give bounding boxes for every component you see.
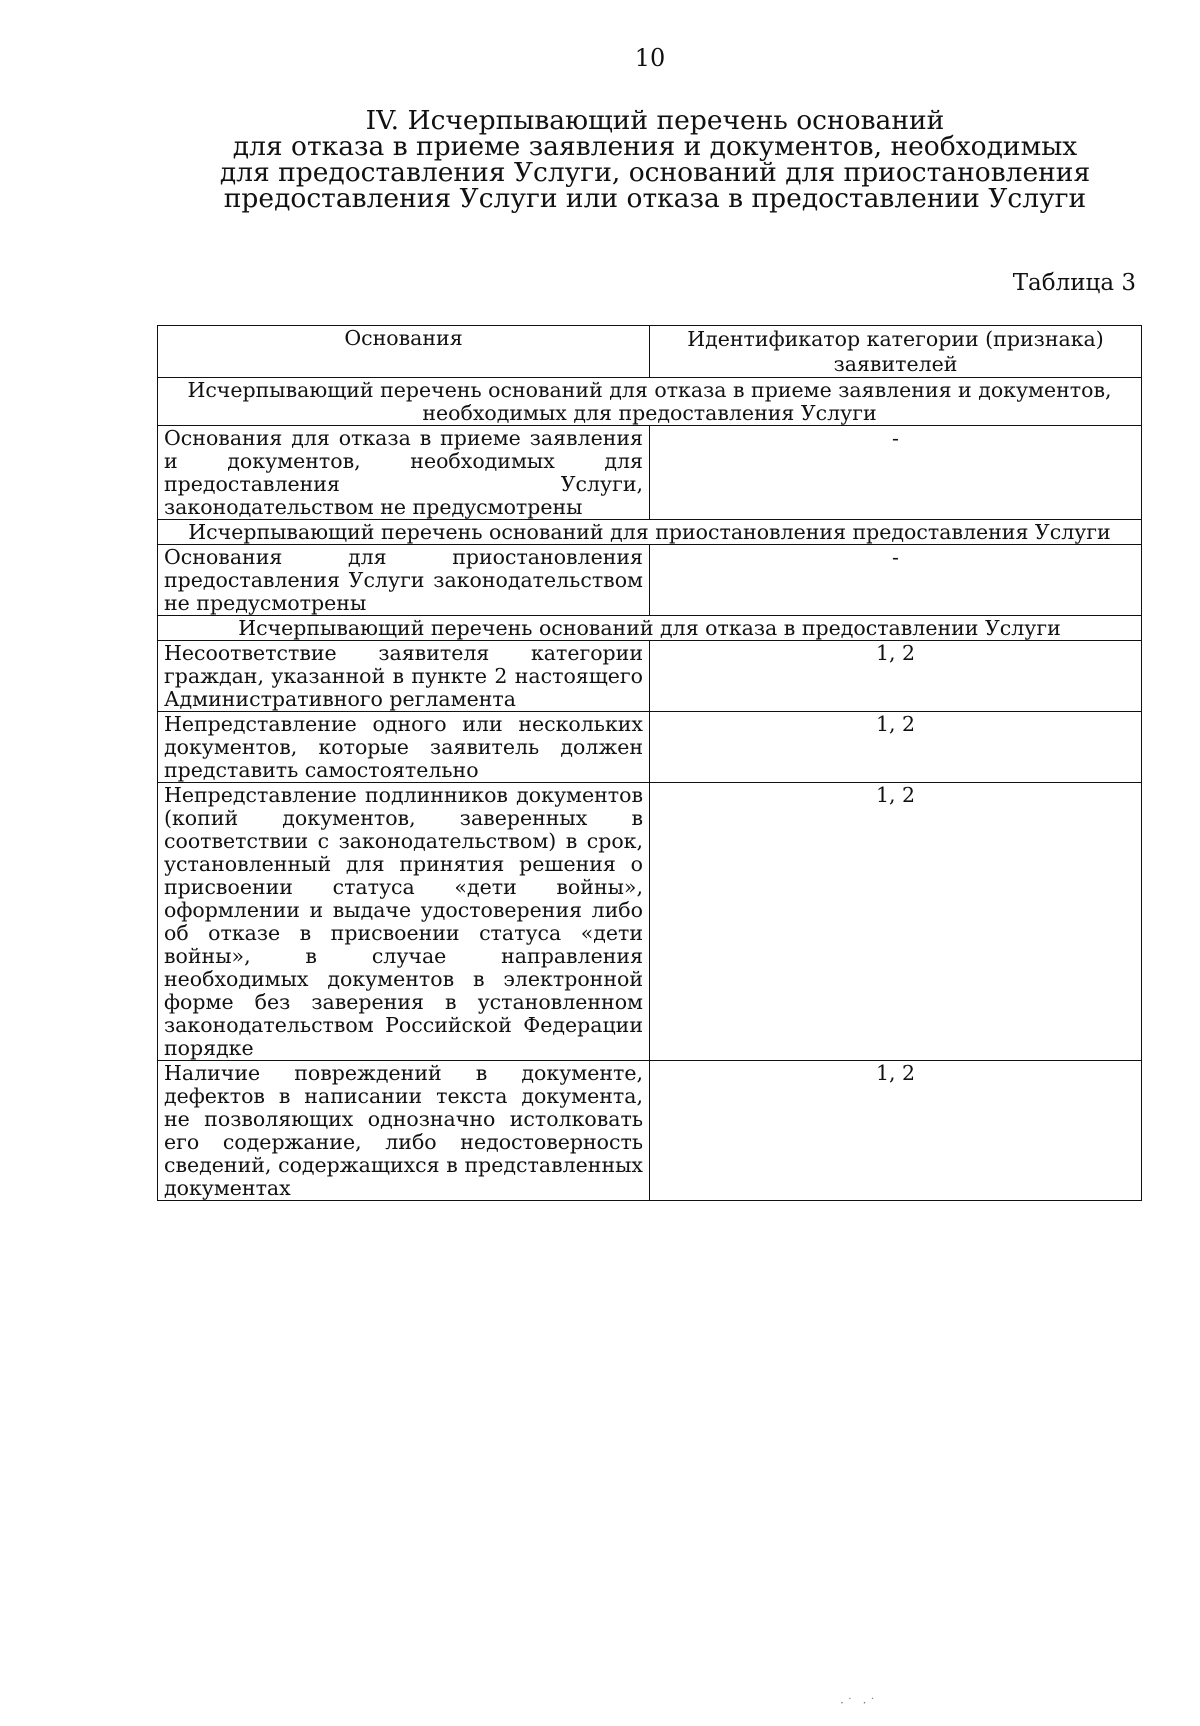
basis-cell: Основания для отказа в приеме заявления и документов, необходимых для предоставления Услуги, законодательством не предусмотрены — [158, 426, 650, 520]
section-row — [158, 520, 1142, 545]
section-title: Исчерпывающий перечень оснований для отказа в предоставлении Услуги — [158, 616, 1142, 641]
identifier-cell: - — [650, 545, 1142, 616]
grounds-table — [157, 325, 1142, 1201]
basis-cell: Непредставление подлинников документов (копий документов, заверенных в соответствии с законодательством) в срок, установленный для принятия решения о присвоении статуса «дети войны», оформлении и выдаче удостоверения либо об отказе в присвоении статуса «дети войны», в случае направления необходимых документов в электронной форме без заверения в установленном законодательством Российской Федерации порядке — [158, 783, 650, 1061]
heading-line: IV. Исчерпывающий перечень оснований — [365, 105, 945, 136]
identifier-cell: 1, 2 — [650, 1061, 1142, 1201]
heading-line: предоставления Услуги или отказа в предоставлении Услуги — [223, 183, 1087, 214]
identifier-cell: - — [650, 426, 1142, 520]
page-number: 10 — [634, 44, 666, 72]
basis-cell: Наличие повреждений в документе, дефектов в написании текста документа, не позволяющих однозначно истолковать его содержание, либо недостоверность сведений, содержащихся в представленных документах — [158, 1061, 650, 1201]
section-row — [158, 616, 1142, 641]
section-heading — [0, 105, 1200, 214]
basis-cell: Основания для приостановления предоставления Услуги законодательством не предусмотрены — [158, 545, 650, 616]
section-row — [158, 378, 1142, 426]
table-row — [158, 426, 1142, 520]
table-row — [158, 712, 1142, 783]
heading-line: для предоставления Услуги, оснований для приостановления — [219, 157, 1091, 188]
column-header-identifier: Идентификатор категории (признака) заявителей — [650, 326, 1142, 378]
table-row — [158, 641, 1142, 712]
column-header-basis: Основания — [158, 326, 650, 378]
heading-line: для отказа в приеме заявления и документов, необходимых — [232, 131, 1078, 162]
identifier-cell: 1, 2 — [650, 641, 1142, 712]
identifier-cell: 1, 2 — [650, 783, 1142, 1061]
table-caption: Таблица 3 — [1012, 270, 1136, 296]
section-title: Исчерпывающий перечень оснований для приостановления предоставления Услуги — [158, 520, 1142, 545]
basis-cell: Непредставление одного или нескольких документов, которые заявитель должен представить самостоятельно — [158, 712, 650, 783]
basis-cell: Несоответствие заявителя категории граждан, указанной в пункте 2 настоящего Административного регламента — [158, 641, 650, 712]
scan-speck: ·˙ ·˙ — [840, 1696, 879, 1710]
identifier-cell: 1, 2 — [650, 712, 1142, 783]
table-header-row — [158, 326, 1142, 378]
table-row — [158, 1061, 1142, 1201]
table-row — [158, 783, 1142, 1061]
section-title: Исчерпывающий перечень оснований для отказа в приеме заявления и документов, необходимых для предоставления Услуги — [158, 378, 1142, 426]
table-row — [158, 545, 1142, 616]
